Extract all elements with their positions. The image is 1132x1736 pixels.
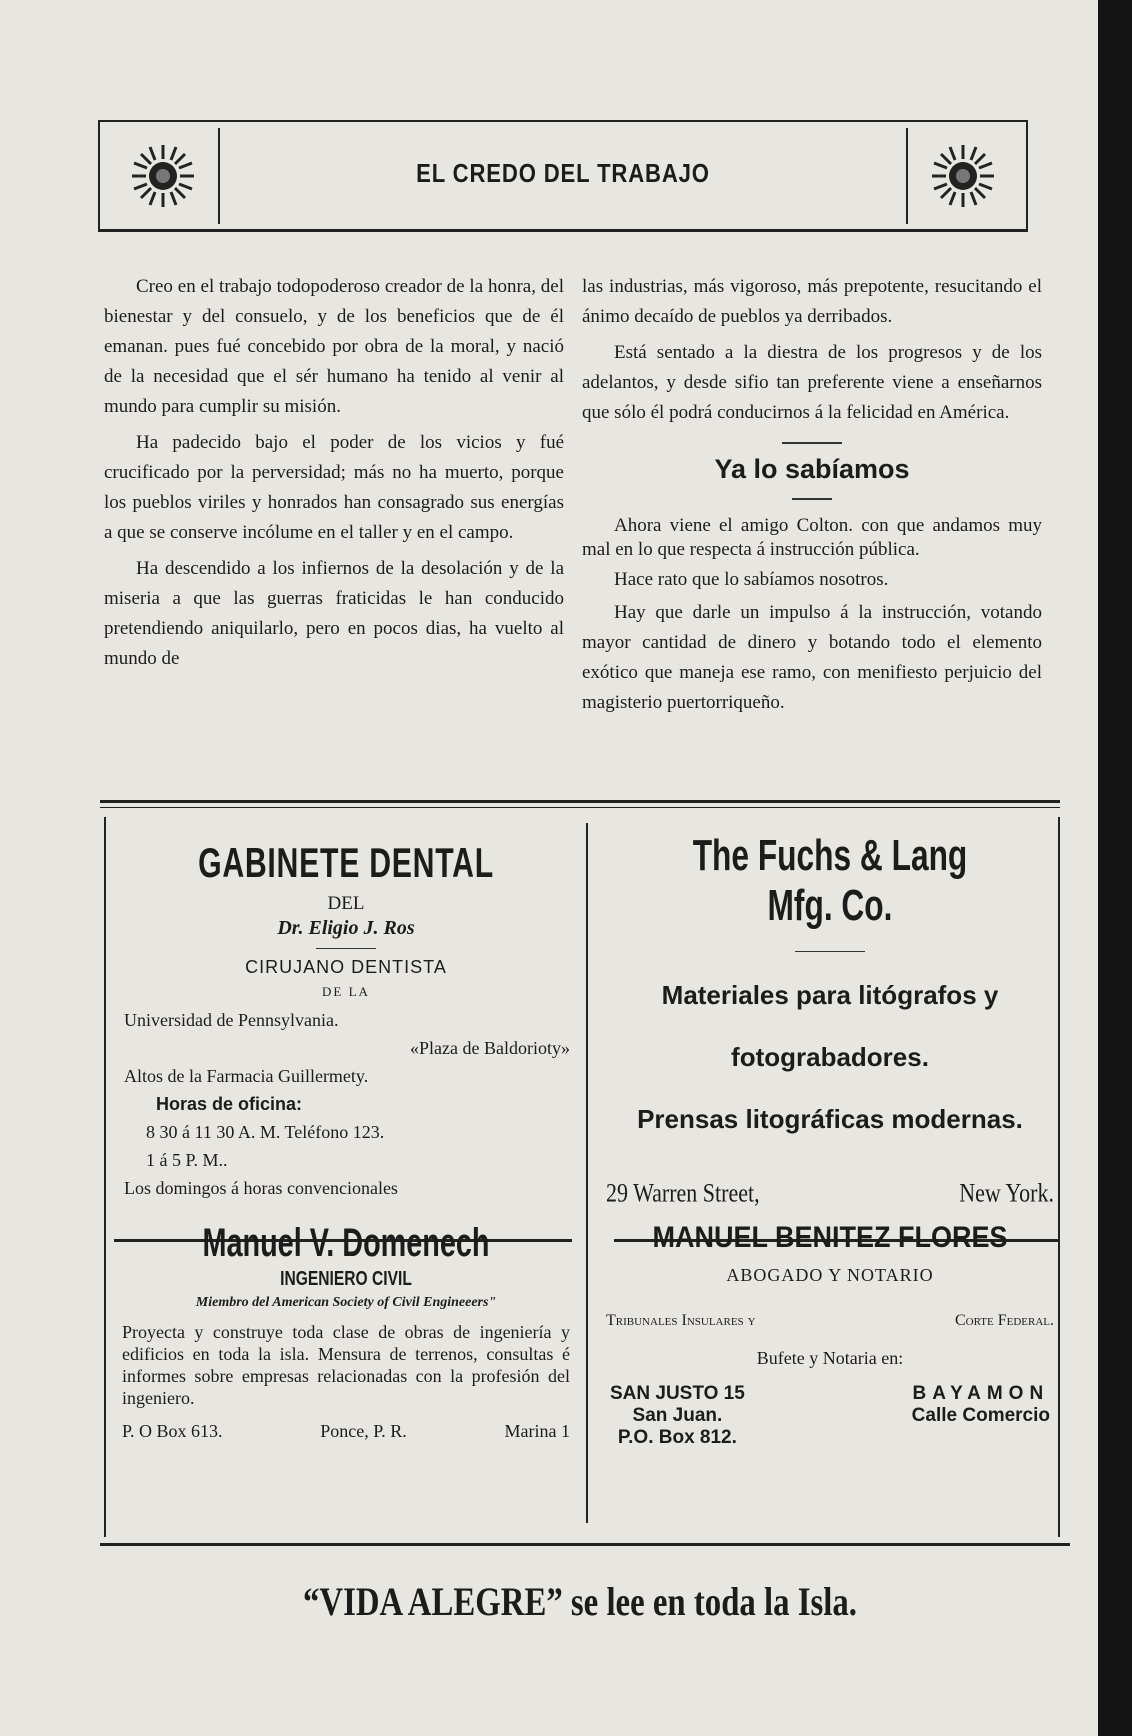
ad-text: fotograbadores. [731,1042,929,1072]
sunflower-icon [928,141,998,211]
ad-benitez [600,1221,1060,1449]
ad-title: Manuel V. Domenech [202,1221,490,1265]
ad-title: GABINETE DENTAL [198,839,494,886]
ad-gabinete-dental [116,833,576,1202]
ad-domingos: Los domingos á horas convencionales [124,1178,398,1198]
ad-doctor-name: Dr. Eligio J. Ros [277,917,415,939]
divider [782,442,842,444]
divider [316,948,376,949]
divider [792,498,832,500]
ad-address-line: P.O. Box 812. [617,1427,737,1448]
ad-membership: Miembro del American Society of Civil Engineeers" [195,1295,497,1310]
ad-title: MANUEL BENITEZ FLORES [652,1221,1008,1254]
ad-body: Proyecta y construye toda clase de obras de ingeniería y edificios en toda la isla. Mensura de terrenos, consultas é informes sobre empresas relacionadas con la profesión del ingeniero. [122,1322,570,1408]
ad-text: Corte Federal. [954,1312,1054,1329]
ad-address-line: SAN JUSTO 15 [610,1383,745,1404]
ad-text: Bufete y Notaria en: [756,1348,904,1368]
ad-city: New York. [959,1177,1054,1208]
article-paragraph: Hay que darle un impulso á la instrucción, votando mayor cantidad de dinero y botando todo el elemento exótico que maneja ese ramo, con menifiesto perjuicio del magisterio puertorriqueño. [582,602,1042,713]
ad-box: P. O Box 613. [122,1421,223,1441]
ad-address-left [610,1383,745,1449]
header-right-ornament-box [906,128,1018,224]
scan-edge [1098,0,1132,1736]
ad-hours: 8 30 á 11 30 A. M. Teléfono 123. [146,1122,385,1142]
header-title: EL CREDO DEL TRABAJO [416,158,710,188]
ad-address [600,1177,1060,1208]
article-right-column [582,272,1042,724]
subheading: Ya lo sabíamos [714,454,910,484]
ad-altos: Altos de la Farmacia Guillermety. [124,1066,369,1086]
ad-text: DE LA [322,984,370,999]
article-paragraph: las industrias, más vigoroso, más prepotente, resucitando el ánimo decaído de pueblos ya derribados. [582,276,1042,327]
ads-center-divider [586,823,588,1523]
ad-hours-label: Horas de oficina: [156,1094,303,1114]
ads-bottom-border [100,1543,1070,1546]
ad-university: Universidad de Pennsylvania. [124,1010,339,1030]
ad-address-line: BAYAMON [912,1383,1050,1404]
ad-title: The Fuchs & Lang Mfg. Co. [692,831,968,930]
ad-fuchs-lang [600,829,1060,1206]
bottom-banner: “VIDA ALEGRE” se lee en toda la Isla. [302,1579,857,1624]
ad-text: Tribunales Insulares y [606,1312,756,1329]
ad-plaza: «Plaza de Baldorioty» [410,1038,570,1058]
article-paragraph: Creo en el trabajo todopoderoso creador de la honra, del bienestar y del consuelo, y de los beneficios que de él emanan. pues fué concebido por obra de la moral, y nació de la necesidad que el sér humano ha tenido al venir al mundo para cumplir su misión. [104,276,564,417]
ad-text: DEL [327,893,365,914]
header-left-ornament-box [108,128,220,224]
ad-addresses [600,1383,1060,1449]
ad-subtitle: INGENIERO CIVIL [280,1268,412,1290]
article-paragraph: Hace rato que lo sabíamos nosotros. [614,569,889,590]
ad-subtitle: ABOGADO Y NOTARIO [726,1265,934,1285]
ad-role: CIRUJANO DENTISTA [245,957,447,977]
advertisements-block [100,800,1060,1553]
ad-hours: 1 á 5 P. M.. [146,1150,228,1170]
ad-street: Marina 1 [504,1421,570,1441]
ad-domenech [116,1213,576,1442]
article-paragraph: Ahora viene el amigo Colton. con que andamos muy mal en lo que respecta á instrucción pública. [582,515,1042,560]
ad-text: Materiales para litógrafos y [661,980,999,1010]
ad-text: Prensas litográficas modernas. [637,1104,1023,1134]
article-paragraph: Ha padecido bajo el poder de los vicios y fué crucificado por la perversidad; más no ha muerto, porque los pueblos viriles y honrados han consagrado sus energías a que se conserve incólume en el taller y en el campo. [104,432,564,543]
ad-address-right [912,1383,1050,1449]
divider [795,951,865,952]
ad-street: 29 Warren Street, [606,1177,760,1208]
ad-footer [116,1409,576,1442]
article-paragraph: Está sentado a la diestra de los progresos y de los adelantos, y desde sifio tan preferente viene a enseñarnos que sólo él podrá conducirnos á la felicidad en América. [582,342,1042,423]
section-header [98,120,1028,232]
ads-left-border [104,817,106,1537]
sunflower-icon [128,141,198,211]
ad-address-line: Calle Comercio [911,1405,1050,1426]
article-left-column [104,272,564,680]
ad-address-line: San Juan. [632,1405,723,1426]
ad-courts [600,1312,1060,1330]
ad-town: Ponce, P. R. [320,1421,407,1441]
article-paragraph: Ha descendido a los infiernos de la desolación y de la miseria a que las guerras fraticidas le han conducido pretendiendo aniquilarlo, pero en pocos dias, ha vuelto al mundo de [104,558,564,669]
